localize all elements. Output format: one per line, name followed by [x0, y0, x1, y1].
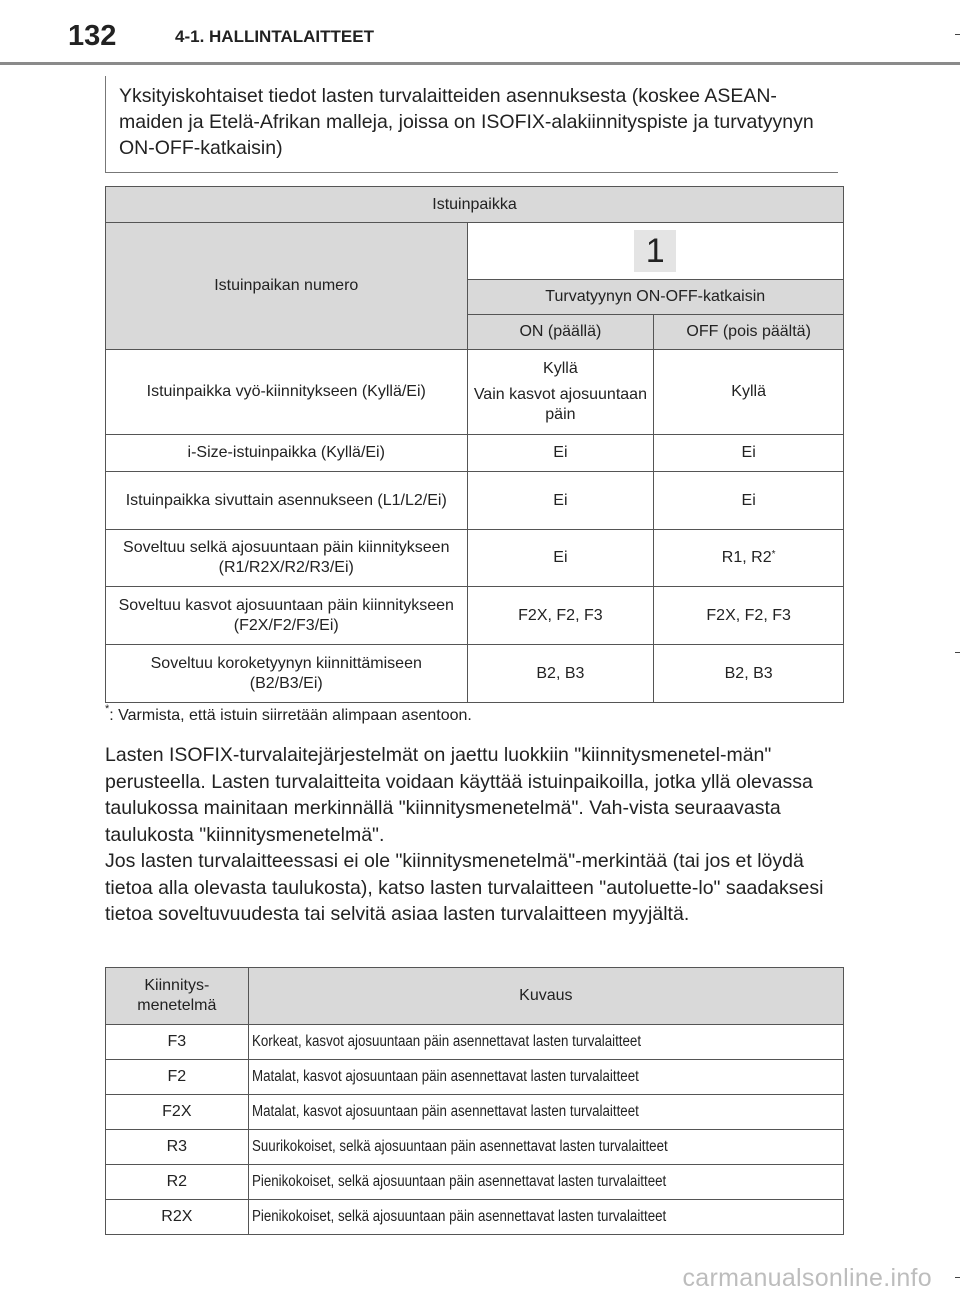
method-col-header: Kiinnitys-menetelmä — [106, 968, 249, 1025]
row-label: i-Size-istuinpaikka (Kyllä/Ei) — [106, 435, 468, 472]
edge-mark-bottom — [955, 1277, 960, 1278]
method-desc: Matalat, kasvot ajosuuntaan päin asennettavat lasten turvalaitteet — [251, 1103, 639, 1120]
table-row — [106, 1200, 844, 1235]
method-desc: Pienikokoiset, selkä ajosuuntaan päin asennettavat lasten turvalaitteet — [251, 1173, 666, 1190]
heading-text: Yksityiskohtaiset tiedot lasten turvalaitteiden asennuksesta (koskee ASEAN-maiden ja Etelä-Afrikan malleja, joissa on ISOFIX-alakiinnityspiste ja turvatyynyn ON-OFF-katkaisin) — [119, 85, 814, 159]
row-off-value: F2X, F2, F3 — [654, 587, 844, 645]
method-desc-cell — [248, 1060, 843, 1095]
method-desc-cell — [248, 1095, 843, 1130]
seat-number-cell — [467, 223, 844, 280]
row-label: Soveltuu selkä ajosuuntaan päin kiinnitykseen (R1/R2X/R2/R3/Ei) — [106, 530, 468, 587]
body-paragraph-2: Jos lasten turvalaitteessasi ei ole "kiinnitysmenetelmä"-merkintää (tai jos et löydä tietoa alla olevasta taulukosta), katso lasten turvalaitteen "autoluette-lo" saadaksesi tietoa soveltuvuudesta tai selvitä asiaa lasten turvalaitteen myyjältä. — [105, 850, 824, 925]
method-desc-cell — [248, 1025, 843, 1060]
seat-number-badge: 1 — [634, 230, 676, 272]
seat-number-label: Istuinpaikan numero — [106, 223, 468, 350]
method-desc-cell — [248, 1200, 843, 1235]
table-row — [106, 587, 844, 645]
row-on-value: F2X, F2, F3 — [467, 587, 654, 645]
row-off-value: Kyllä — [654, 350, 844, 435]
table-row — [106, 645, 844, 703]
description-col-header: Kuvaus — [248, 968, 843, 1025]
body-text — [105, 742, 845, 928]
footnote — [105, 703, 472, 725]
table-row — [106, 1095, 844, 1130]
row-label: Soveltuu kasvot ajosuuntaan päin kiinnitykseen (F2X/F2/F3/Ei) — [106, 587, 468, 645]
method-desc: Suurikokoiset, selkä ajosuuntaan päin asennettavat lasten turvalaitteet — [251, 1138, 668, 1155]
row-label: Istuinpaikka sivuttain asennukseen (L1/L2/Ei) — [106, 472, 468, 530]
table-row — [106, 530, 844, 587]
method-code: R2 — [106, 1165, 249, 1200]
table-row — [106, 1165, 844, 1200]
header-rule — [0, 62, 960, 65]
on-label: ON (päällä) — [467, 315, 654, 350]
footnote-mark: * — [105, 703, 110, 715]
edge-mark-top — [955, 34, 960, 35]
row-on-value: Ei — [467, 530, 654, 587]
table-row — [106, 350, 844, 435]
row-on-value — [467, 350, 654, 435]
table-row — [106, 1060, 844, 1095]
row-on-value: B2, B3 — [467, 645, 654, 703]
method-table — [105, 967, 844, 1235]
row-off-value — [654, 530, 844, 587]
row-off-value: B2, B3 — [654, 645, 844, 703]
table-row — [106, 472, 844, 530]
method-desc-cell — [248, 1130, 843, 1165]
method-desc: Korkeat, kasvot ajosuuntaan päin asennettavat lasten turvalaitteet — [251, 1033, 641, 1050]
watermark: carmanualsonline.info — [682, 1264, 932, 1292]
row-off-value: Ei — [654, 435, 844, 472]
method-desc: Pienikokoiset, selkä ajosuuntaan päin asennettavat lasten turvalaitteet — [251, 1208, 666, 1225]
method-code: F2X — [106, 1095, 249, 1130]
table-row — [106, 1025, 844, 1060]
row-off-value: Ei — [654, 472, 844, 530]
footnote-marker: * — [771, 549, 776, 560]
seat-table-title: Istuinpaikka — [106, 187, 844, 223]
row-on-value: Ei — [467, 472, 654, 530]
airbag-switch-label: Turvatyynyn ON-OFF-katkaisin — [467, 280, 844, 315]
row-on-line2: Vain kasvot ajosuuntaan päin — [473, 386, 647, 423]
table-row — [106, 1130, 844, 1165]
off-label: OFF (pois päältä) — [654, 315, 844, 350]
heading-block — [105, 76, 838, 173]
method-code: F2 — [106, 1060, 249, 1095]
method-code: R3 — [106, 1130, 249, 1165]
page-number: 132 — [68, 20, 117, 52]
row-on-value: Ei — [467, 435, 654, 472]
method-desc: Matalat, kasvot ajosuuntaan päin asennettavat lasten turvalaitteet — [251, 1068, 639, 1085]
method-code: R2X — [106, 1200, 249, 1235]
table-row — [106, 435, 844, 472]
row-off-text: R1, R2 — [721, 549, 772, 566]
section-title: 4-1. HALLINTALAITTEET — [175, 27, 374, 46]
row-label: Soveltuu koroketyynyn kiinnittämiseen (B2/B3/Ei) — [106, 645, 468, 703]
body-paragraph-1: Lasten ISOFIX-turvalaitejärjestelmät on jaettu luokkiin "kiinnitysmenetel-män" perusteella. Lasten turvalaitteita voidaan käyttää istuinpaikoilla, jotka yllä olevassa taulukossa mainitaan merkinnällä "kiinnitysmenetelmä". Vah-vista seuraavasta taulukosta "kiinnitysmenetelmä". — [105, 744, 813, 846]
seat-table — [105, 186, 844, 703]
method-code: F3 — [106, 1025, 249, 1060]
edge-mark-middle — [955, 652, 960, 653]
row-label: Istuinpaikka vyö-kiinnitykseen (Kyllä/Ei) — [106, 350, 468, 435]
footnote-text: : Varmista, että istuin siirretään alimpaan asentoon. — [109, 707, 472, 724]
row-on-line1: Kyllä — [543, 360, 578, 377]
method-desc-cell — [248, 1165, 843, 1200]
